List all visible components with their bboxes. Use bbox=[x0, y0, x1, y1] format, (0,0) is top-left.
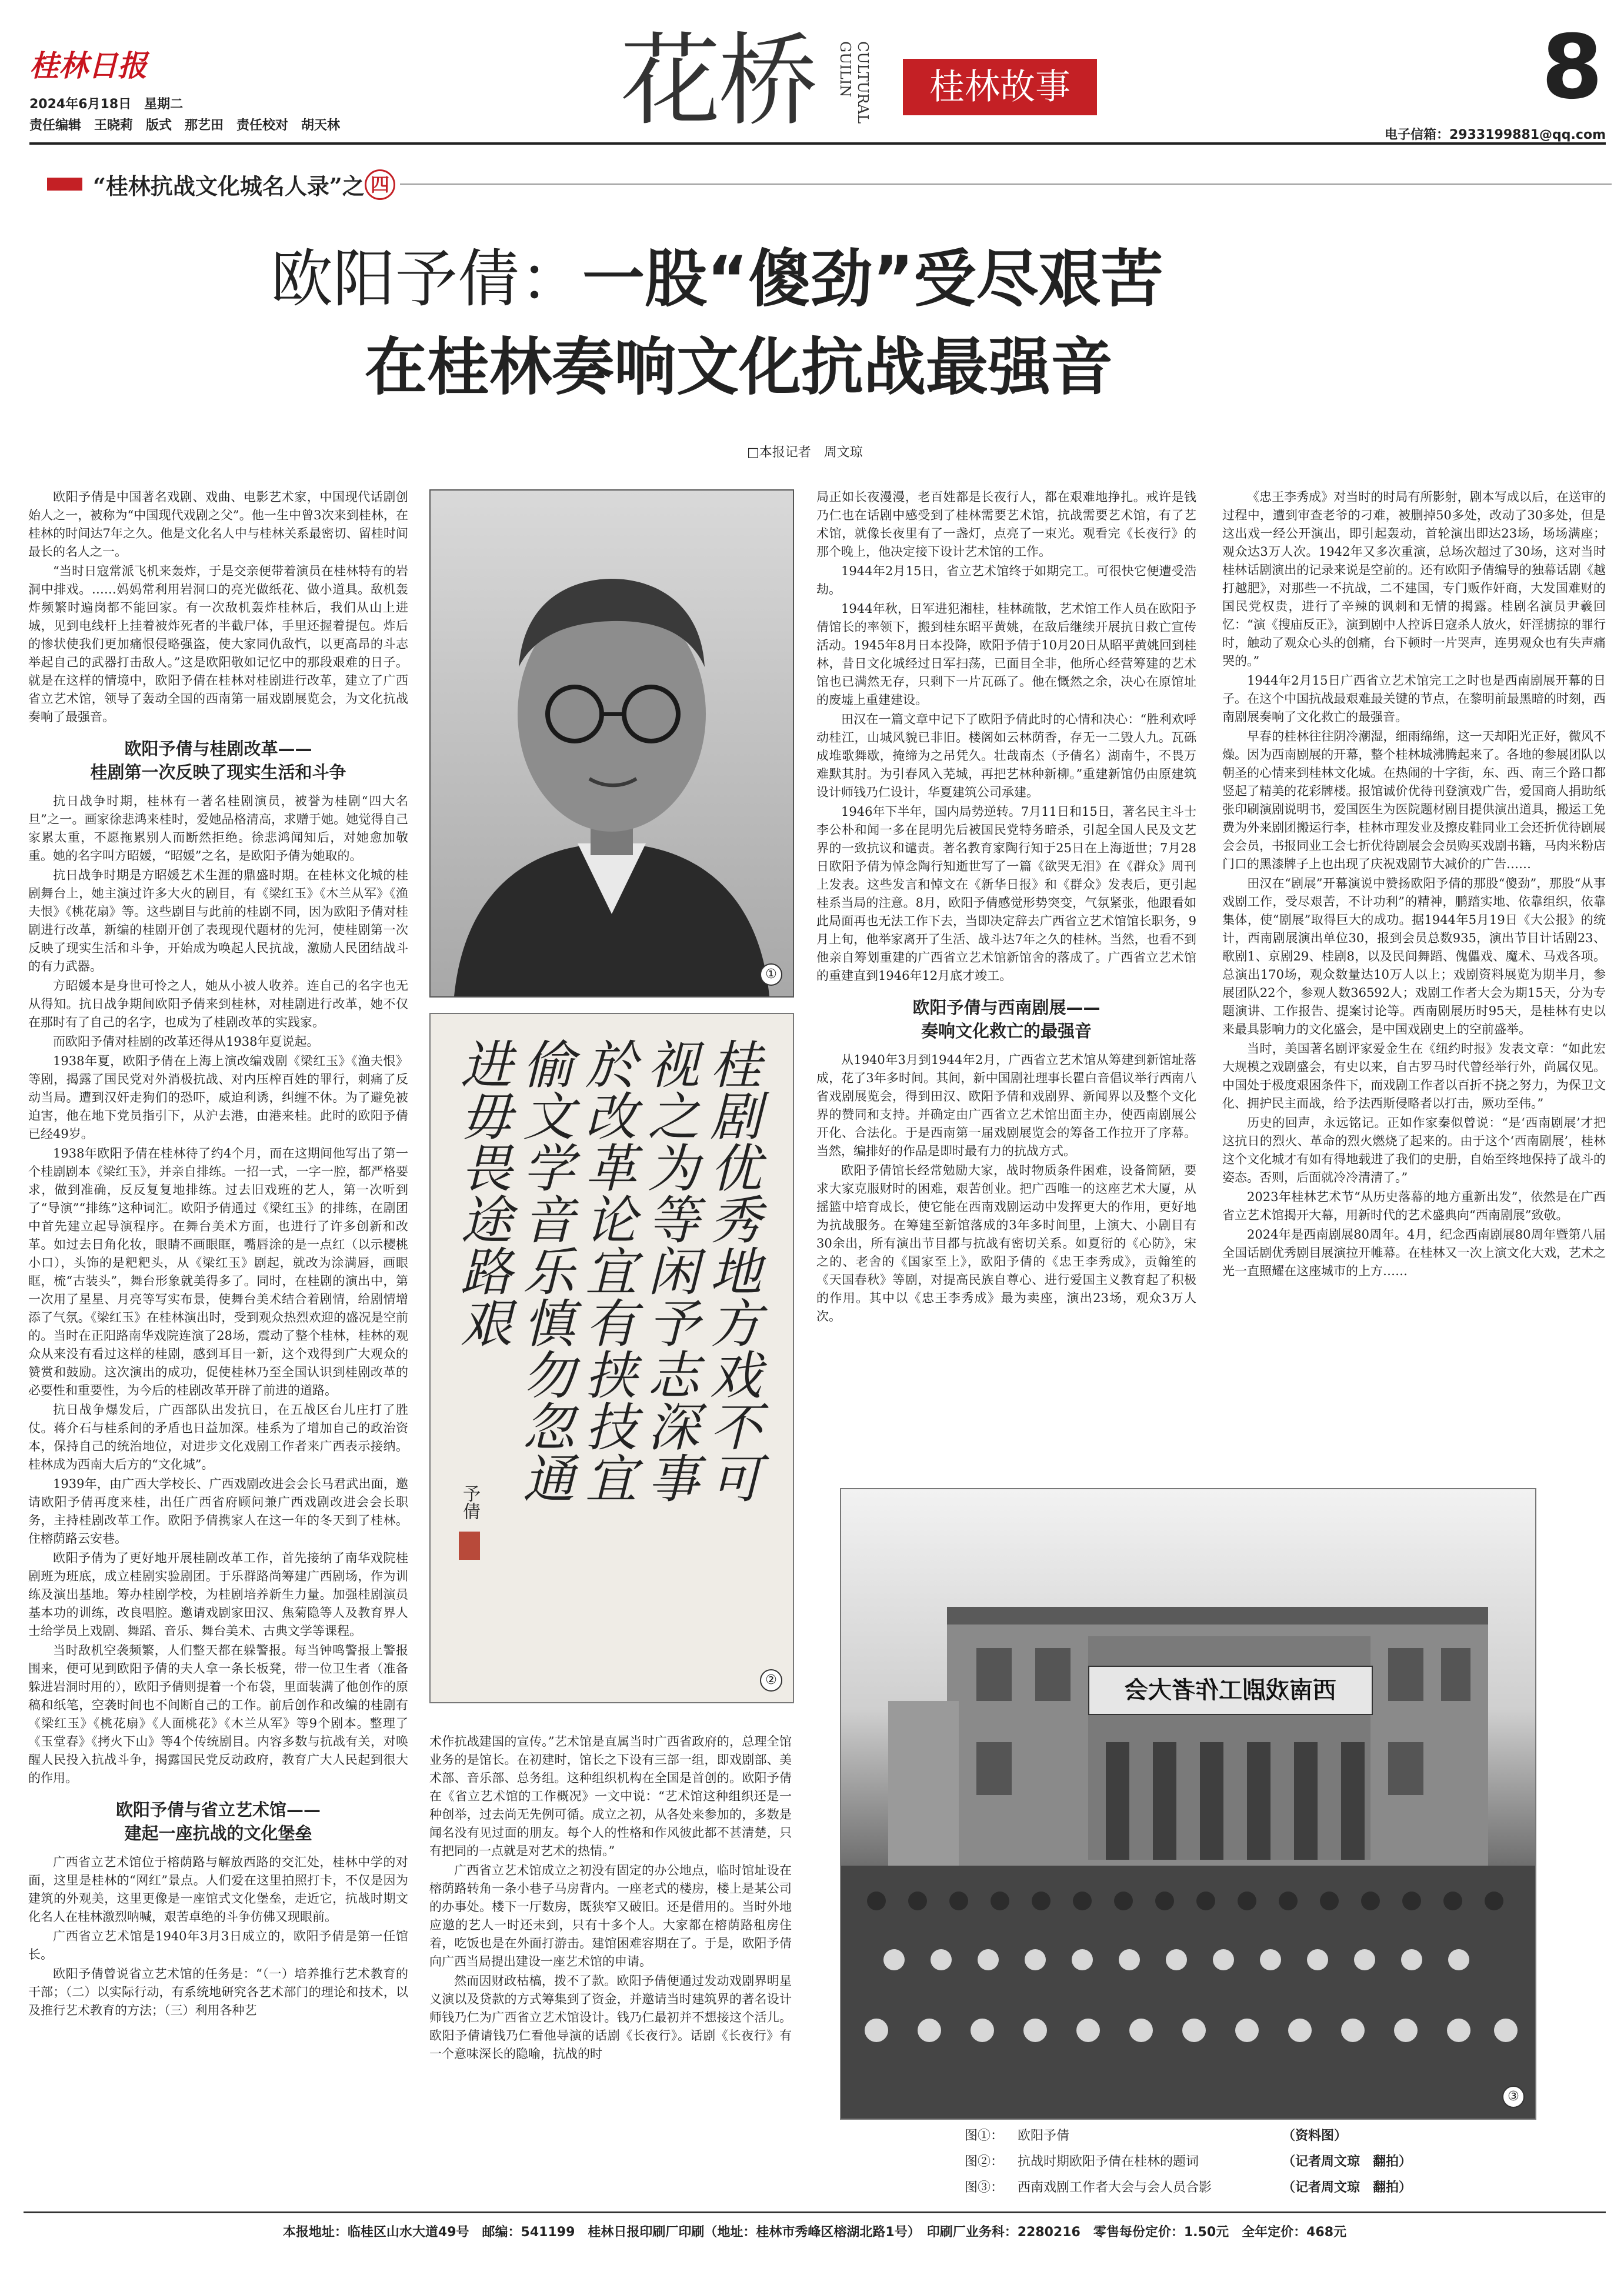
paragraph: 欧阳予倩馆长经常勉励大家，战时物质条件困难，设备简陋，要求大家克服财时的困难，艰苦创业。把广西唯一的这座艺术大厦，从摇篮中培育成长，使它能在西南戏剧运动中发挥更大的作用，更好地为抗战服务。在筹建至新馆落成的3年多时间里，上演大、小剧目有30余出，所有演出节目都与抗战有密切关系。如夏衍的《心防》，宋之的、老舍的《国家至上》，欧阳予倩的《忠王李秀成》，贡翰笙的《天国春秋》等剧，对提高民族自尊心、进行爱国主义教育起了积极的作用。其中以《忠王李秀成》最为卖座，演出23场，观众3万人次。 bbox=[816, 1163, 1196, 1323]
paragraph: 1946年下半年，国内局势逆转。7月11日和15日，著名民主斗士李公朴和闻一多在昆明先后被国民党特务暗杀，引起全国人民及文艺界的一致抗议和谴责。著名教育家陶行知于25日在上海逝世；7月28日欧阳予倩为悼念陶行知逝世写了一篇《欲哭无泪》在《群众》周刊上发表。这些发言和悼文在《新华日报》和《群众》发表后，更引起桂系当局的注意。8月，欧阳予倩感觉形势突变，气氛紧张，他跟看如此局面再也无法工作下去，当即决定辞去广西省立艺术馆馆长职务，9月上旬，他举家离开了生活、战斗达7年之久的桂林。当然，也看不到他亲自筹划重建的广西省立艺术馆新馆舍的落成了。广西省立艺术馆的重建直到1946年12月底才竣工。 bbox=[816, 805, 1196, 983]
paragraph: 从1940年3月到1944年2月，广西省立艺术馆从筹建到新馆址落成，花了3年多时间。其间，新中国剧社理事长瞿白音倡议举行西南八省戏剧展览会，得到田汉、欧阳予倩和戏剧界、新闻界以及整个文化界的赞同和支持。并确定由广西省立艺术馆出面主办，使西南剧展公开化、合法化。于是西南第一届戏剧展览会的筹备工作拉开了序幕。当然，编排好的作品是即时最有力的抗战方式。 bbox=[816, 1053, 1196, 1158]
caption-row bbox=[965, 2149, 1553, 2175]
meeting-banner-text: 西南戏剧工作者大会 bbox=[1125, 1676, 1336, 1704]
paragraph: 田汉在“剧展”开幕演说中赞扬欧阳予倩的那股“傻劲”，那股“从事戏剧工作，受尽艰苦，不计功利”的精神，鹏踏实地、依靠组织，依靠集体，使“剧展”取得巨大的成功。据1944年5月19日《大公报》的统计，西南剧展演出单位30，报到会员总数935，演出节目计话剧23、歌剧1、京剧29、桂剧8，以及民间舞蹈、傀儡戏、魔术、马戏各项。总演出170场，观众数量达10万人以上；戏剧资料展览为期半月，参展团队22个，参观人数36592人；戏剧工作者大会为期15天，分为专题演讲、工作报告、提案讨论等。西南剧展历时95天，是桂林有史以来最具影响力的文化盛会，是中国戏剧史上的空前盛举。 bbox=[1222, 876, 1606, 1036]
paragraph: 抗日战争爆发后，广西部队出发抗日，在五战区台儿庄打了胜仗。蒋介石与桂系间的矛盾也日益加深。桂系为了增加自己的政治资本，保持自己的统治地位，对进步文化戏剧工作者来广西表示接纳。桂林成为西南大后方的“文化城”。 bbox=[28, 1403, 408, 1472]
headline-name: 欧阳予倩： bbox=[271, 243, 582, 315]
paragraph: 历史的回声，永远铭记。正如作家秦似曾说：“是‘西南剧展’才把这抗日的烈火、革命的烈火燃烧了起来的。由于这个‘西南剧展’，桂林这个文化城才有如有得地载进了我们的史册，自始至终地保持了战斗的姿态。否则，后面就冷冷清清了。” bbox=[1222, 1116, 1606, 1185]
paragraph: “当时日寇常派飞机来轰炸，于是交亲便带着演员在桂林特有的岩洞中排戏。……妈妈常利用岩洞口的亮光做纸花、做小道具。敌机轰炸频繁时遍岗都不能回家。有一次敌机轰炸桂林后，我们从山上进城，见到电线杆上挂着被炸死者的半截尸体，手里还握着提包。炸后的惨状使我们更加痛恨侵略强盗，使大家同仇敌忾，以更高昂的斗志举起自己的武器打击敌人。”这是欧阳敬如记忆中的那段艰难的日子。就是在这样的情境中，欧阳予倩在桂林对桂剧进行改革，建立了广西省立艺术馆，领导了轰动全国的西南第一届戏剧展览会，为文化抗战奏响了最强音。 bbox=[28, 564, 408, 724]
paragraph: 1944年2月15日广西省立艺术馆完工之时也是西南剧展开幕的日子。在这个中国抗战最艰难最关键的节点，在黎明前最黑暗的时刻，西南剧展奏响了文化救亡的最强音。 bbox=[1222, 673, 1606, 724]
portrait-figure bbox=[431, 491, 793, 996]
paragraph: 抗日战争时期是方昭媛艺术生涯的鼎盛时期。在桂林文化城的桂剧舞台上，她主演过许多大火的剧目，有《梁红玉》《木兰从军》《渔夫恨》《桃花扇》等。这些剧目与此前的桂剧不同，因为欧阳予倩对桂剧进行改革，新编的桂剧开创了表现现代题材的先河，使桂剧第一次反映了现实生活和斗争，开始成为唤起人民抗战，激励人民团结战斗的有力武器。 bbox=[28, 868, 408, 973]
subheading-line: 奏响文化救亡的最强音 bbox=[921, 1021, 1092, 1041]
subheading-line: 欧阳予倩与省立艺术馆—— bbox=[115, 1800, 321, 1820]
photo-number: ① bbox=[760, 963, 782, 986]
footer-info: 本报地址：临桂区山水大道49号 邮编：541199 桂林日报印刷厂印刷（地址：桂林市秀峰区榕湖北路1号） 印刷厂业务科：2280216 零售每份定价：1.50元 全年定价：468元 bbox=[282, 2225, 1347, 2240]
caption-credit: （记者周文琼 翻拍） bbox=[1282, 2180, 1412, 2195]
caption-row bbox=[965, 2175, 1553, 2201]
calligraphy-column: 桂剧优秀地方戏不可 bbox=[702, 1038, 762, 1503]
building-illustration bbox=[841, 1489, 1535, 2119]
paragraph: 2023年桂林艺术节“从历史落幕的地方重新出发”，依然是在广西省立艺术馆揭开大幕，用新时代的艺术盛典向“西南剧展”致敬。 bbox=[1222, 1190, 1606, 1222]
footer-rule bbox=[24, 2211, 1606, 2213]
paragraph: 欧阳予倩是中国著名戏剧、戏曲、电影艺术家，中国现代话剧创始人之一，被称为“中国现代戏剧之父”。他一生中曾3次来到桂林，在桂林的时间达7年之久。他是文化名人中与桂林关系最密切、留桂时间最长的名人之一。 bbox=[28, 490, 408, 559]
group-photo bbox=[840, 1488, 1536, 2120]
subheading-line: 建起一座抗战的文化堡垒 bbox=[124, 1823, 312, 1843]
meeting-banner bbox=[1088, 1666, 1373, 1715]
email-line: 电子信箱：2933199881@qq.com bbox=[1384, 128, 1606, 142]
paragraph: 1939年，由广西大学校长、广西戏剧改进会会长马君武出面，邀请欧阳予倩再度来桂，出任广西省府顾问兼广西戏剧改进会会长职务，主持桂剧改革工作。欧阳予倩携家人在这一年的冬天到了桂林。住榕荫路云安巷。 bbox=[28, 1477, 408, 1546]
column-tag: 桂林故事 bbox=[903, 59, 1097, 115]
paragraph: 田汉在一篇文章中记下了欧阳予倩此时的心情和决心：“胜利欢呼动桂江，山城风貌已非旧。楼阁如云林荫香，存无一二毁人九。瓦砾成堆歌舞歇，掩缔为之吊凭久。壮哉南杰（予倩名）湖南牛，不畏万难默其肘。为引春风入芜城，再把艺林种新柳。”重建新馆仍由原建筑设计师钱乃仁设计，华夏建筑公司承建。 bbox=[816, 712, 1196, 799]
newspaper-logo: 桂林日报 bbox=[29, 48, 147, 83]
caption-text: 欧阳予倩 bbox=[1018, 2129, 1070, 2143]
calligraphy-column: 偷文学音乐慎勿忽通 bbox=[515, 1038, 575, 1503]
paragraph: 局正如长夜漫漫，老百姓都是长夜行人，都在艰难地挣扎。戒许是钱乃仁也在话剧中感受到了桂林需要艺术馆，抗战需要艺术馆，有了艺术馆，就像长夜里有了一盏灯，点亮了一束光。观看完《长夜行》的那个晚上，他决定接下设计艺术馆的工作。 bbox=[816, 490, 1196, 559]
subheading-line: 欧阳予倩与西南剧展—— bbox=[912, 998, 1101, 1018]
paragraph: 1944年秋，日军进犯湘桂，桂林疏散，艺术馆工作人员在欧阳予倩馆长的率领下，搬到桂东昭平黄姚，在敌后继续开展抗日救亡宣传活动。1945年8月日本投降，欧阳予倩于10月20日从昭平黄姚回到桂林，昔日文化城经过日军扫荡，已面目全非，他所心经营筹建的艺术馆也已满然无存，只剩下一片瓦砾了。他在慨然之余，决心在原馆址的废墟上重建建设。 bbox=[816, 602, 1196, 707]
paragraph: 而欧阳予倩对桂剧的改革还得从1938年夏说起。 bbox=[53, 1035, 319, 1049]
staff-line: 责任编辑 王晓莉 版式 那艺田 责任校对 胡天林 bbox=[29, 118, 341, 133]
paragraph: 广西省立艺术馆成立之初没有固定的办公地点，临时馆址设在榕荫路转角一条小巷子马房背内。一座老式的楼房，楼上是某公司的办事处。楼下一厅数房，既狭窄又破旧。还是借用的。当时外地应邀的艺人一时还未到，只有十多个人。大家都在榕荫路租房住着，吃饭也是在外面打游击。建馆困难容期在了。于是，欧阳予倩向广西当局提出建设一座艺术馆的申请。 bbox=[429, 1863, 792, 1969]
paragraph: 方昭媛本是身世可怜之人，她从小被人收养。连自己的名字也无从得知。抗日战争期间欧阳予倩来到桂林，对桂剧进行改革，她不仅在那时有了自己的名字，也成为了桂剧改革的实践家。 bbox=[28, 979, 408, 1029]
series-label: “桂林抗战文化城名人录”之 bbox=[93, 173, 365, 199]
paragraph: 抗日战争时期，桂林有一著名桂剧演员，被誉为桂剧“四大名旦”之一。画家徐悲鸿来桂时，爱她品格清高，求赠于她。她觉得自己家累太重，不愿拖累别人而断然拒绝。徐悲鸿闻知后，对她愈加敬重。她的名字叫方昭媛，“昭媛”之名，是欧阳予倩为她取的。 bbox=[28, 794, 408, 863]
paragraph: 欧阳予倩为了更好地开展桂剧改革工作，首先接纳了南华戏院桂剧班为班底，成立桂剧实验剧团。于乐群路尚筹建广西剧场，作为训练及演出基地。筹办桂剧学校，为桂剧培养新生力量。加强桂剧演员基本功的训练，改良唱腔。邀请戏剧家田汉、焦菊隐等人及教育界人士给学员上戏剧、舞蹈、音乐、舞台美术、古典文学等课程。 bbox=[28, 1551, 408, 1638]
paragraph: 1938年欧阳予倩在桂林待了约4个月，而在这期间他写出了第一个桂剧剧本《梁红玉》，并亲自排练。一招一式，一字一腔，都严格要求，做到准确，反反复复地排练。过去旧戏班的艺人，第一次听到了“导演”“排练”这种词汇。欧阳予倩通过《梁红玉》的排练，在剧团中首先建立起导演程序。在舞台美术方面，也进行了许多创新和改革。如过去日角化妆，眼睛不画眼眶，嘴唇涂的是一点红（以示樱桃小口），头饰的是粑粑头，从《梁红玉》剧起，就改为涂满唇，画眼眶，梳“古装头”，舞台形象就美得多了。同时，在桂剧的演出中，第一次用了星星、月亮等写实布景，使舞台美术结合着剧情，给剧情增添了气氛。《梁红玉》在桂林演出时，受到观众热烈欢迎的盛况是空前的。当时在正阳路南华戏院连演了28场，震动了整个桂林，桂林的观众从来没有看过这样的桂剧，感到耳目一新，这个戏得到广大观众的赞赏和鼓励。这次演出的成功，促使桂林乃至全国认识到桂剧改革的必要性和重要性，为今后的桂剧改革开辟了前进的道路。 bbox=[28, 1146, 408, 1397]
portrait-photo bbox=[429, 489, 794, 998]
paragraph: 早春的桂林往往阴冷潮湿，细雨绵绵，这一天却阳光正好，微风不燥。因为西南剧展的开幕，整个桂林城沸腾起来了。各地的参展团队以朝圣的心情来到桂林文化城。在热闹的十字街，东、西、南三个路口都竖起了精美的花彩牌楼。报馆诚价优待刊登演戏广告，爱国商人捐助纸张印刷演剧说明书，爱国医生为医院题材剧目提供演出道具，搬运工免费为外来剧团搬运行李，桂林市理发业及擦皮鞋同业工会还折优待剧展会会员，书报同业工会七折优待剧展会会员购买戏剧书籍，马肉米粉店门口的黑漆牌子上也出现了庆祝戏剧节大减价的广告…… bbox=[1222, 729, 1606, 871]
caption-text: 抗战时期欧阳予倩在桂林的题词 bbox=[1018, 2154, 1199, 2169]
calligraphy-column: 於改革论宜有挟技宜 bbox=[577, 1038, 638, 1503]
headline bbox=[0, 241, 1624, 460]
column-3 bbox=[816, 488, 1196, 1582]
column-4 bbox=[1222, 488, 1606, 1582]
series-rule bbox=[400, 184, 1612, 185]
series-bar bbox=[47, 178, 82, 191]
section-title: 花桥 bbox=[621, 23, 816, 139]
paragraph: 1938年夏，欧阳予倩在上海上演改编戏剧《梁红玉》《渔夫恨》等剧，揭露了国民党对外消极抗战、对内压榨百姓的罪行，刺痛了反动当局。遭到汉奸走狗们的恐吓，威迫利诱，纠缠不休。为了避免被迫害，他在地下党员指引下，从沪去港，由港来桂。此时的欧阳予倩已经49岁。 bbox=[28, 1054, 408, 1141]
paragraph: 广西省立艺术馆位于榕荫路与解放西路的交汇处，桂林中学的对面，这里是桂林的“网红”景点。人们爱在这里拍照打卡，不仅是因为建筑的外观美，这里更像是一座馆式文化堡垒，走近它，抗战时期文化名人在桂林激烈呐喊，艰苦卓绝的斗争仿佛又现眼前。 bbox=[28, 1855, 408, 1924]
photo-number: ③ bbox=[1502, 2086, 1525, 2108]
paragraph: 1944年2月15日，省立艺术馆终于如期完工。可很快它便遭受浩劫。 bbox=[816, 564, 1196, 596]
subheading-southwest-drama bbox=[816, 996, 1196, 1043]
caption-credit: （记者周文琼 翻拍） bbox=[1282, 2154, 1412, 2169]
headline-line1 bbox=[271, 241, 1376, 318]
series-number: 四 bbox=[365, 169, 395, 200]
calligraphy-photo bbox=[429, 1013, 794, 1703]
subheading-line: 欧阳予倩与桂剧改革—— bbox=[124, 739, 312, 759]
paragraph: 欧阳予倩曾说省立艺术馆的任务是：“（一）培养推行艺术教育的干部；（二）以实际行动，有系统地研究各艺术部门的理论和技术，以及推行艺术教育的方法；（三）利用各种艺 bbox=[28, 1967, 408, 2017]
calligraphy-column: 视之为等闲予志深事 bbox=[639, 1038, 700, 1503]
calligraphy-column: 进毋畏途路艰 bbox=[452, 1038, 513, 1348]
caption-number: 图①： bbox=[965, 2129, 1004, 2143]
calligraphy-text bbox=[454, 1038, 760, 1661]
section-en-1: GUILIN bbox=[837, 41, 853, 98]
byline: □本报记者 周文琼 bbox=[747, 445, 863, 460]
paragraph: 广西省立艺术馆是1940年3月3日成立的，欧阳予倩是第一任馆长。 bbox=[28, 1929, 408, 1962]
headline-line2: 在桂林奏响文化抗战最强音 bbox=[365, 331, 1113, 403]
photo-captions bbox=[965, 2123, 1553, 2206]
paragraph: 《忠王李秀成》对当时的时局有所影射，剧本写成以后，在送审的过程中，遭到审查老爷的刁难，被删掉50多处，改动了30多处，但是这出戏一经公开演出，即引起轰动，首轮演出即达23场，场场满座；观众达3万人次。1942年又多次重演，总场次超过了30场，这对当时桂林话剧演出的记录来说是空前的。还有欧阳予倩编导的独幕话剧《越打越肥》，对那些一不抗战，二不建国，专门贩作奸商，大发国难财的国民党权贵，进行了辛辣的讽刺和无情的揭露。桂剧名演员尹羲回忆：“演《搜庙反正》，演到剧中人控诉日寇杀人放火，奸淫掳掠的罪行时，触动了观众心头的创痛，台下顿时一片哭声，连男观众也有失声痛哭的。” bbox=[1222, 490, 1606, 668]
paragraph: 术作抗战建国的宣传。”艺术馆是直属当时广西省政府的，总理全馆业务的是馆长。在初建时，馆长之下设有三部一组，即戏剧部、美术部、音乐部、总务组。这种组织机构在全国是首创的。欧阳予倩在《省立艺术馆的工作概况》一文中说：“艺术馆这种组织还是一种创举，过去尚无先例可循。成立之初，从各处来参加的，多数是闻名没有见过面的朋友。每个人的性格和作风彼此都不甚清楚，只有把同的一点就是对艺术的热情。” bbox=[429, 1734, 792, 1858]
photo-number: ② bbox=[760, 1669, 782, 1692]
paragraph: 然而因财政枯槁，拨不了款。欧阳予倩便通过发动戏剧界明星义演以及贷款的方式筹集到了资金，并邀请当时建筑界的著名设计师钱乃仁为广西省立艺术馆设计。钱乃仁最初并不想接这个活儿。欧阳予倩请钱乃仁看他导演的话剧《长夜行》。话剧《长夜行》有一个意味深长的隐喻，抗战的时 bbox=[429, 1974, 792, 2061]
subheading-guiju-reform bbox=[28, 737, 408, 784]
caption-number: 图②： bbox=[965, 2154, 1004, 2169]
series-banner bbox=[24, 168, 1612, 204]
section-en-2: CULTURAL bbox=[855, 41, 871, 124]
column-1 bbox=[28, 488, 408, 2206]
paragraph: 当时，美国著名剧评家爱金生在《纽约时报》发表文章：“如此宏大规模之戏剧盛会，有史以来，自古罗马时代曾经举行外，尚属仅见。中国处于极度艰困条件下，而戏剧工作者以百折不挠之努力，为保卫文化、拥护民主而战，给予法西斯侵略者以打击，厥功至伟。” bbox=[1222, 1042, 1606, 1110]
seal-stamp bbox=[459, 1532, 480, 1560]
paragraph: 当时敌机空袭频繁，人们整天都在躲警报。每当钟鸣警报上警报围来，便可见到欧阳予倩的夫人拿一条长板凳，带一位卫生者（准备躲进岩洞时用的），欧阳予倩则提着一个布袋，里面装满了他创作的原稿和纸笔，空袭时间也不间断自己的工作。前后创作和改编的桂剧有《梁红玉》《桃花扇》《人面桃花》《木兰从军》等9个剧本。整理了《玉堂春》《拷火下山》等4个传统剧目。内容多数与抗战有关，对唤醒人民投入抗战斗争，揭露国民党反动政府，教育广大人民起到很大的作用。 bbox=[28, 1643, 408, 1785]
paragraph: 2024年是西南剧展80周年。4月，纪念西南剧展80周年暨第八届全国话剧优秀剧目展演拉开帷幕。在桂林又一次上演文化大戏，艺术之光一直照耀在这座城市的上方…… bbox=[1222, 1227, 1606, 1278]
page-number: 8 bbox=[1541, 16, 1603, 119]
masthead-rule bbox=[29, 142, 1606, 145]
section-en-2-wrap bbox=[847, 41, 871, 124]
subheading-line: 桂剧第一次反映了现实生活和斗争 bbox=[90, 762, 346, 782]
subheading-art-hall bbox=[28, 1798, 408, 1845]
caption-number: 图③： bbox=[965, 2180, 1004, 2195]
caption-credit: （资料图） bbox=[1282, 2129, 1348, 2143]
caption-text: 西南戏剧工作者大会与会人员合影 bbox=[1018, 2180, 1212, 2195]
masthead bbox=[0, 0, 1624, 147]
caption-row bbox=[965, 2123, 1553, 2149]
date-line: 2024年6月18日 星期二 bbox=[29, 97, 184, 112]
headline-main: 一股“傻劲”受尽艰苦 bbox=[582, 243, 1163, 315]
calligraphy-signature: 予倩 bbox=[459, 1485, 480, 1520]
column-2-lower bbox=[429, 1733, 792, 2203]
